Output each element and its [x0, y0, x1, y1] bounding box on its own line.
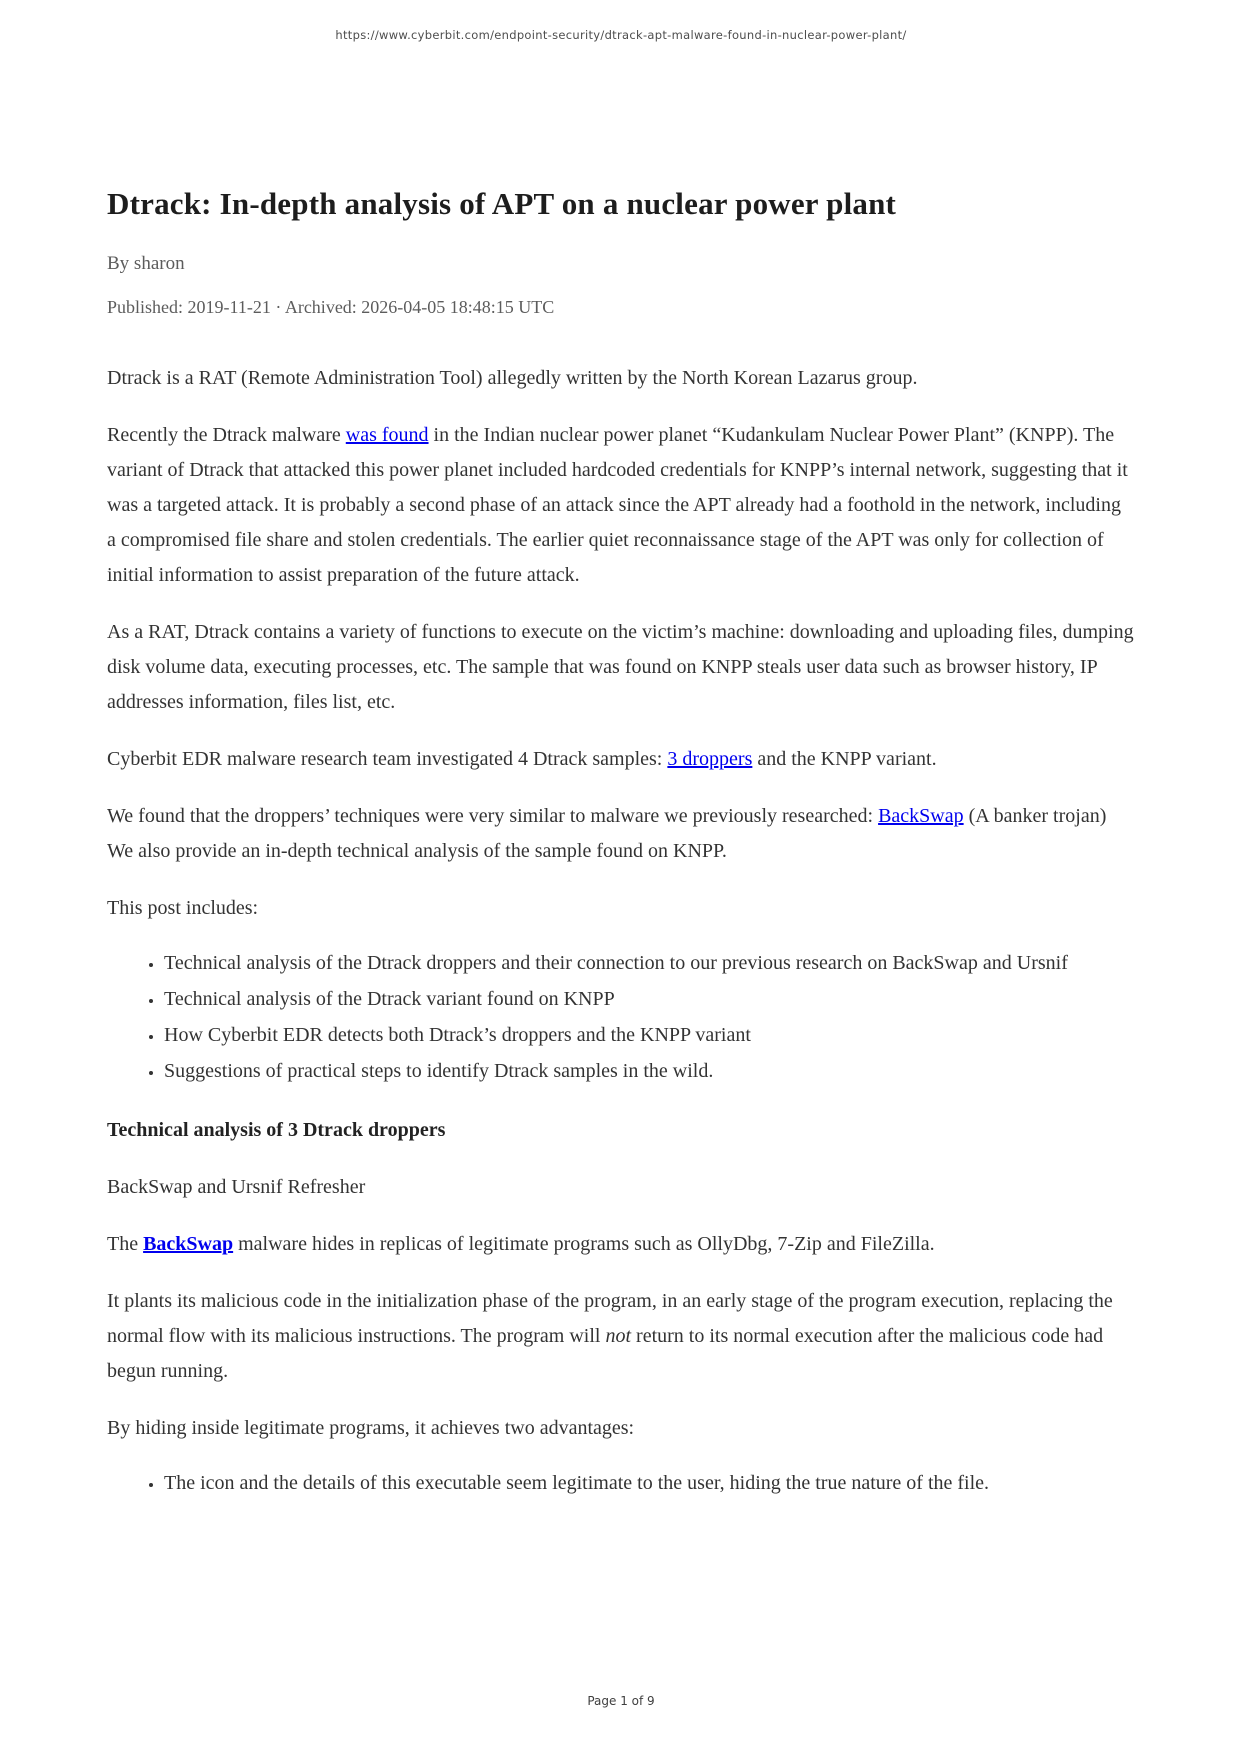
paragraph-plants-text: It plants its malicious code in the initialization phase of the program, in an early stage of the program execution, replacing the normal flow with its malicious instructions. The program will: [107, 1290, 1113, 1347]
article-meta-dates: Published: 2019-11-21 · Archived: 2026-04-05 18:48:15 UTC: [107, 297, 555, 317]
backswap-link[interactable]: BackSwap: [878, 805, 964, 827]
section-heading-technical-analysis: Technical analysis of 3 Dtrack droppers: [107, 1119, 446, 1141]
article-byline: By sharon: [107, 253, 185, 274]
paragraph-found-text: (A banker trojan) We also provide an in-depth technical analysis of the sample found on KNPP.: [107, 805, 1107, 862]
article-title: Dtrack: In-depth analysis of APT on a nuclear power plant: [107, 186, 897, 221]
paragraph-refresher: BackSwap and Ursnif Refresher: [107, 1176, 366, 1198]
backswap-bold-link[interactable]: BackSwap: [143, 1233, 234, 1255]
paragraph-found-text: We found that the droppers’ techniques were very similar to malware we previously researched:: [107, 805, 879, 827]
paragraph-recently-text: in the Indian nuclear power planet “Kudankulam Nuclear Power Plant” (KNPP). The variant of Dtrack that attacked this power planet included hardcoded credentials for KNPP’s internal network, suggesting that it was a targeted attack. It is probably a second phase of an attack since the APT already had a foothold in the network, including a compromised file share and stolen credentials. The earlier quiet reconnaissance stage of the APT was only for collection of initial information to assist preparation of the future attack.: [107, 424, 1128, 586]
paragraph-plants-text: return to its normal execution after the malicious code had begun running.: [107, 1325, 1104, 1382]
paragraph-post-includes: This post includes:: [107, 897, 259, 919]
paragraph-recently-text: Recently the Dtrack malware: [107, 424, 346, 446]
paragraph-cyberbit: [107, 742, 1137, 777]
paragraph-recently: [107, 418, 1137, 593]
paragraph-backswap-text: malware hides in replicas of legitimate programs such as OllyDbg, 7-Zip and FileZilla.: [233, 1233, 935, 1255]
paragraph-hiding: By hiding inside legitimate programs, it achieves two advantages:: [107, 1417, 635, 1439]
post-includes-list: [107, 946, 1137, 1089]
paragraph-backswap: [107, 1227, 1137, 1262]
list-item: • Technical analysis of the Dtrack droppers and their connection to our previous research on BackSwap and Ursnif: [164, 946, 1137, 981]
paragraph-plants: [107, 1284, 1137, 1389]
emphasis-not: not: [605, 1325, 632, 1347]
list-item: • How Cyberbit EDR detects both Dtrack’s droppers and the KNPP variant: [164, 1018, 1137, 1053]
paragraph-backswap-text: The: [107, 1233, 144, 1255]
was-found-link[interactable]: was found: [345, 424, 429, 446]
list-item: • The icon and the details of this executable seem legitimate to the user, hiding the true nature of the file.: [164, 1466, 1137, 1501]
list-item: • Technical analysis of the Dtrack variant found on KNPP: [164, 982, 1137, 1017]
page-number-footer: Page 1 of 9: [587, 1694, 655, 1708]
paragraph-rat: As a RAT, Dtrack contains a variety of functions to execute on the victim’s machine: downloading and uploading files, dumping disk volume data, executing processes, etc. The sample that was found on KNPP steals user data such as browser history, IP addresses information, files list, etc.: [107, 621, 1134, 713]
paragraph-cyberbit-text: and the KNPP variant.: [752, 748, 937, 770]
paragraph-cyberbit-text: Cyberbit EDR malware research team investigated 4 Dtrack samples:: [107, 748, 668, 770]
advantages-list: [107, 1466, 1137, 1501]
source-url-header: https://www.cyberbit.com/endpoint-security/dtrack-apt-malware-found-in-nuclear-power-plant/: [335, 28, 907, 42]
paragraph-intro: Dtrack is a RAT (Remote Administration Tool) allegedly written by the North Korean Lazarus group.: [107, 367, 918, 389]
article-content: [107, 0, 1137, 1501]
list-item: • Suggestions of practical steps to identify Dtrack samples in the wild.: [164, 1054, 1137, 1089]
three-droppers-link[interactable]: 3 droppers: [667, 748, 753, 770]
paragraph-found: [107, 799, 1137, 869]
